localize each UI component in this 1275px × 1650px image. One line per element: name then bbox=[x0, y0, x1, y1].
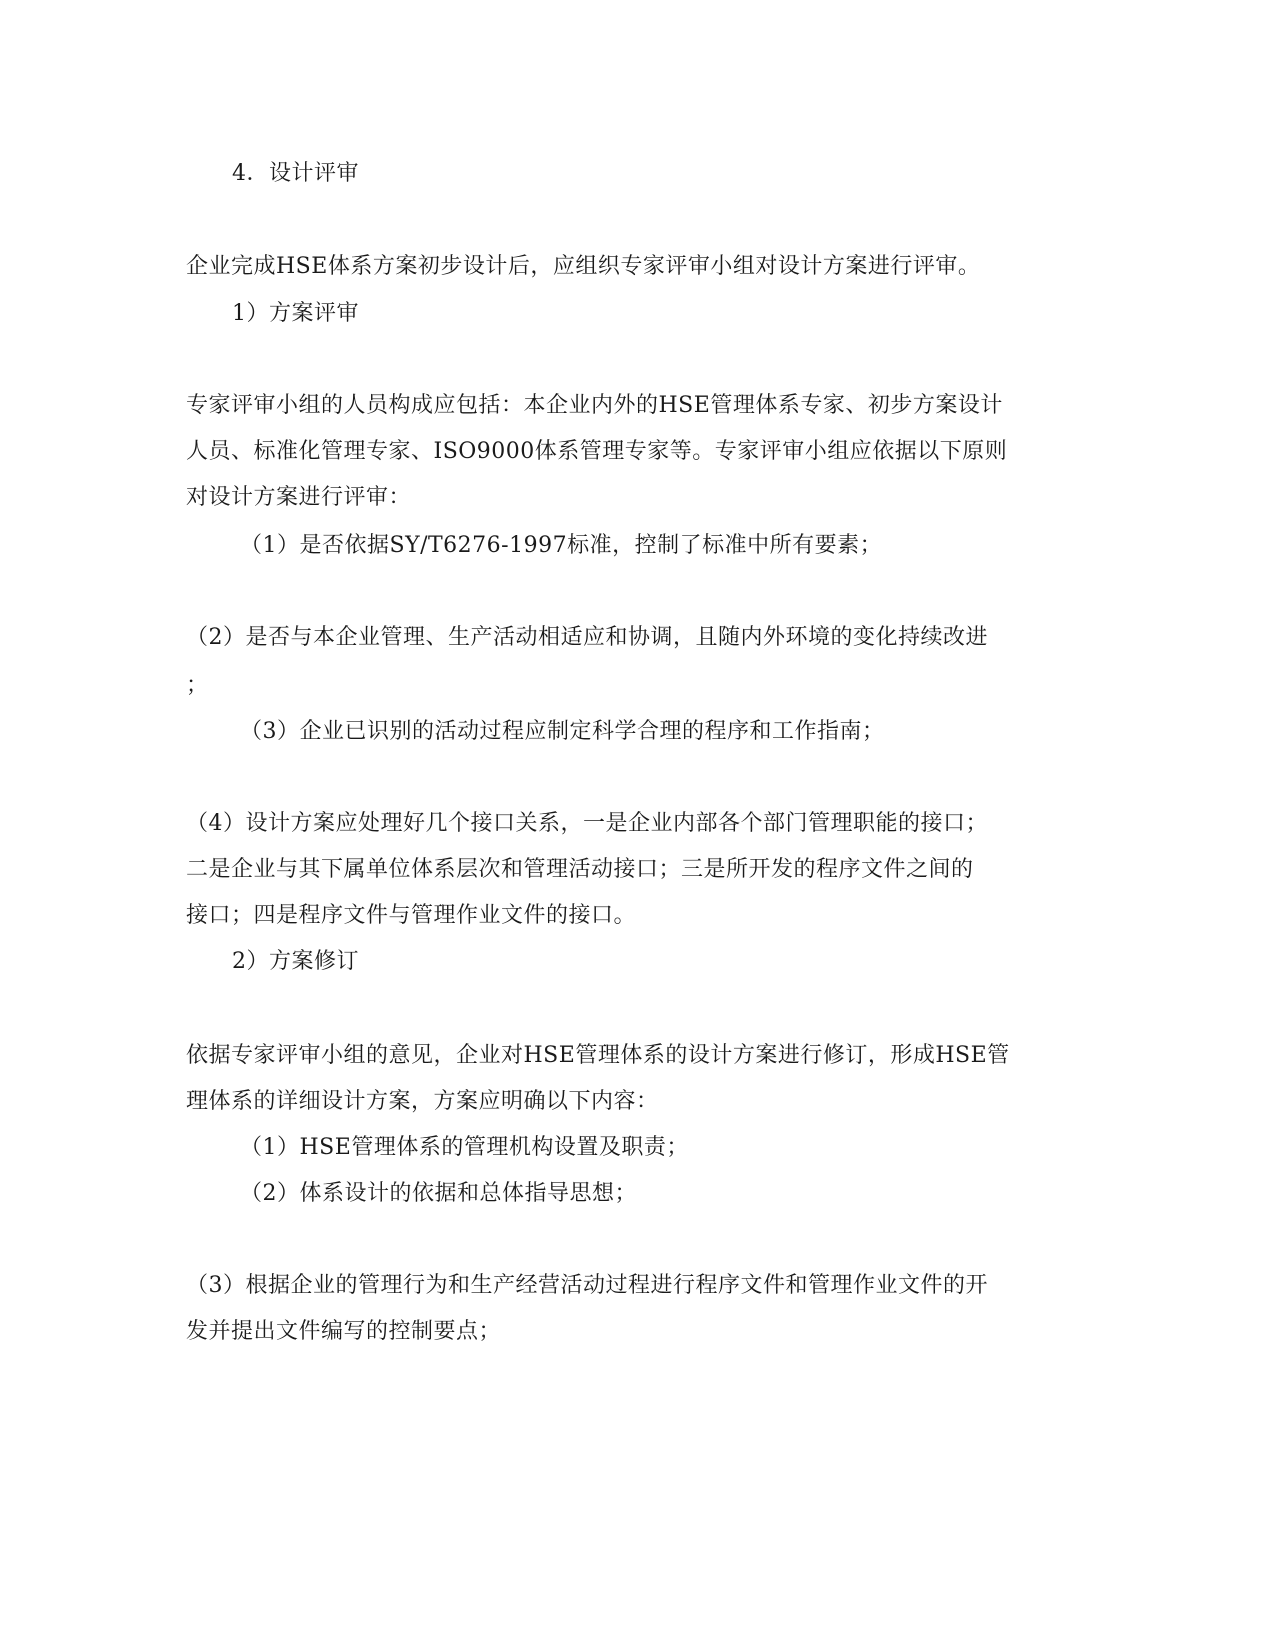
revision-paragraph-line: 理体系的详细设计方案，方案应明确以下内容： bbox=[186, 1089, 659, 1114]
principle-item-4-continued: 接口；四是程序文件与管理作业文件的接口。 bbox=[186, 903, 637, 928]
subsection-heading-review: 1）方案评审 bbox=[232, 301, 359, 326]
subsection-heading-revision: 2）方案修订 bbox=[232, 949, 359, 974]
review-paragraph-line: 人员、标准化管理专家、ISO9000体系管理专家等。专家评审小组应依据以下原则 bbox=[186, 439, 1008, 464]
principle-item-3: （3）企业已识别的活动过程应制定科学合理的程序和工作指南； bbox=[240, 719, 885, 744]
principle-item-2: （2）是否与本企业管理、生产活动相适应和协调，且随内外环境的变化持续改进 bbox=[186, 625, 988, 650]
principle-item-1: （1）是否依据SY/T6276-1997标准，控制了标准中所有要素； bbox=[240, 533, 883, 558]
section-heading: 4．设计评审 bbox=[232, 161, 359, 186]
revision-paragraph-line: 依据专家评审小组的意见，企业对HSE管理体系的设计方案进行修订，形成HSE管 bbox=[186, 1043, 1010, 1068]
content-item-3: （3）根据企业的管理行为和生产经营活动过程进行程序文件和管理作业文件的开 bbox=[186, 1273, 988, 1298]
principle-item-4-continued: 二是企业与其下属单位体系层次和管理活动接口；三是所开发的程序文件之间的 bbox=[186, 857, 974, 882]
principle-item-2-continued: ； bbox=[186, 673, 209, 698]
content-item-2: （2）体系设计的依据和总体指导思想； bbox=[240, 1181, 637, 1206]
principle-item-4: （4）设计方案应处理好几个接口关系，一是企业内部各个部门管理职能的接口； bbox=[186, 811, 988, 836]
review-paragraph-line: 专家评审小组的人员构成应包括：本企业内外的HSE管理体系专家、初步方案设计 bbox=[186, 393, 1003, 418]
review-paragraph-line: 对设计方案进行评审： bbox=[186, 485, 412, 510]
content-item-3-continued: 发并提出文件编写的控制要点； bbox=[186, 1319, 502, 1344]
content-item-1: （1）HSE管理体系的管理机构设置及职责； bbox=[240, 1135, 689, 1160]
intro-paragraph: 企业完成HSE体系方案初步设计后，应组织专家评审小组对设计方案进行评审。 bbox=[186, 254, 981, 279]
